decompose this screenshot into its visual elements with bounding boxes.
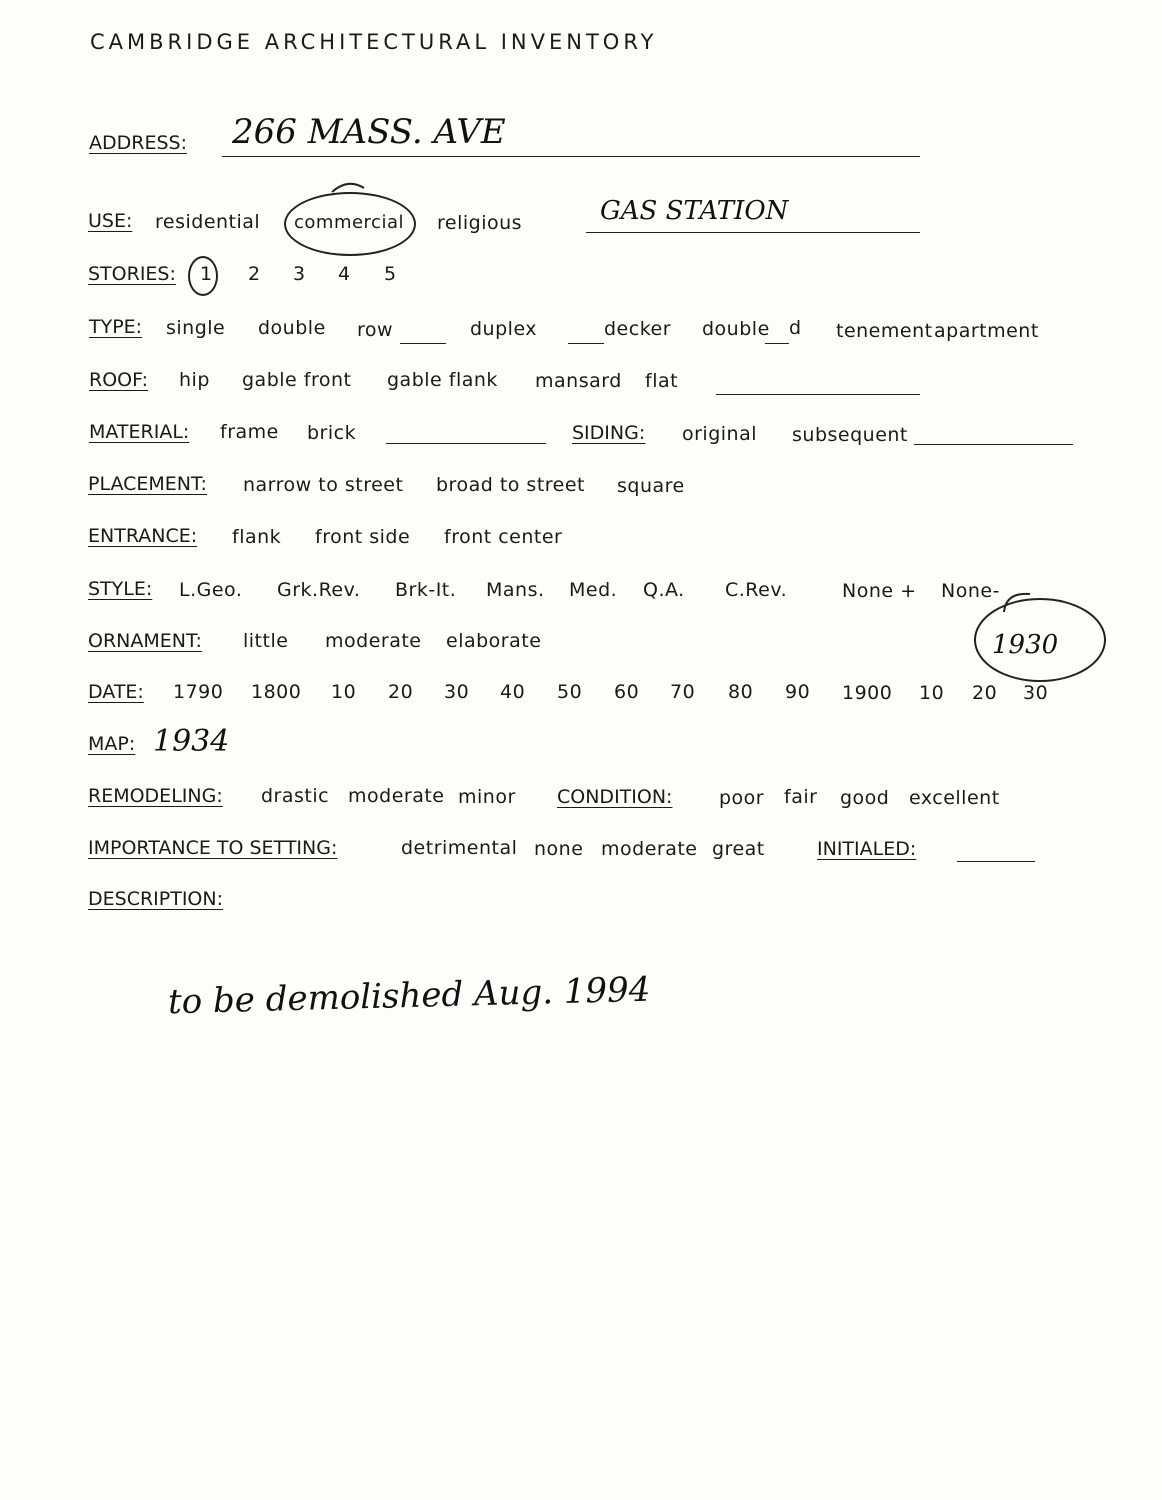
use-selected-circle bbox=[284, 192, 416, 256]
stories-label: STORIES: bbox=[88, 263, 176, 285]
use-option-religious[interactable]: religious bbox=[437, 212, 523, 234]
date-option-10[interactable]: 10 bbox=[331, 681, 357, 703]
style-option-grkrev[interactable]: Grk.Rev. bbox=[277, 579, 361, 601]
date-label: DATE: bbox=[88, 681, 144, 703]
condition-label: CONDITION: bbox=[557, 786, 673, 808]
ornament-option-little[interactable]: little bbox=[243, 630, 289, 652]
stories-option-1[interactable]: 1 bbox=[200, 263, 213, 285]
style-option-qa[interactable]: Q.A. bbox=[643, 579, 685, 601]
type-label: TYPE: bbox=[89, 316, 143, 338]
siding-option-original[interactable]: original bbox=[682, 423, 758, 445]
ornament-option-elaborate[interactable]: elaborate bbox=[446, 630, 542, 652]
remodeling-option-moderate[interactable]: moderate bbox=[348, 785, 445, 807]
entrance-option-flank[interactable]: flank bbox=[232, 526, 282, 548]
ornament-option-moderate[interactable]: moderate bbox=[325, 630, 422, 652]
type-decker-blank bbox=[568, 343, 604, 344]
type-option-single[interactable]: single bbox=[166, 317, 226, 339]
initialed-line bbox=[957, 861, 1035, 862]
importance-option-detrimental[interactable]: detrimental bbox=[401, 837, 518, 859]
type-option-apartment[interactable]: apartment bbox=[934, 320, 1039, 342]
material-option-brick[interactable]: brick bbox=[307, 422, 357, 444]
type-option-d[interactable]: d bbox=[789, 317, 802, 339]
date-option-90[interactable]: 90 bbox=[785, 681, 811, 703]
material-option-frame[interactable]: frame bbox=[220, 421, 279, 443]
date-option-1930[interactable]: 30 bbox=[1023, 682, 1049, 704]
stories-option-3[interactable]: 3 bbox=[293, 263, 306, 285]
date-option-1910[interactable]: 10 bbox=[919, 682, 945, 704]
use-other-line bbox=[586, 232, 920, 233]
use-option-commercial[interactable]: commercial bbox=[294, 212, 404, 233]
entrance-option-front-center[interactable]: front center bbox=[444, 526, 563, 548]
placement-option-broad[interactable]: broad to street bbox=[436, 474, 586, 496]
type-option-double[interactable]: double bbox=[258, 317, 326, 339]
date-option-1900[interactable]: 1900 bbox=[842, 682, 893, 704]
condition-option-good[interactable]: good bbox=[840, 787, 890, 809]
condition-option-poor[interactable]: poor bbox=[719, 787, 765, 809]
roof-option-gable-front[interactable]: gable front bbox=[242, 369, 352, 391]
address-label: ADDRESS: bbox=[89, 132, 187, 154]
style-label: STYLE: bbox=[88, 578, 153, 600]
importance-option-great[interactable]: great bbox=[712, 838, 765, 860]
remodeling-option-drastic[interactable]: drastic bbox=[261, 785, 330, 807]
type-option-tenement[interactable]: tenement bbox=[836, 320, 933, 342]
entrance-option-front-side[interactable]: front side bbox=[315, 526, 411, 548]
style-option-lgeo[interactable]: L.Geo. bbox=[179, 579, 243, 601]
type-option-row[interactable]: row bbox=[357, 319, 394, 341]
remodeling-option-minor[interactable]: minor bbox=[458, 786, 516, 808]
siding-other-line bbox=[914, 444, 1073, 445]
ornament-label: ORNAMENT: bbox=[88, 630, 202, 652]
date-option-1920[interactable]: 20 bbox=[972, 682, 998, 704]
date-option-70[interactable]: 70 bbox=[670, 681, 696, 703]
circle-tail-icon bbox=[330, 178, 370, 198]
map-value[interactable]: 1934 bbox=[153, 724, 230, 759]
address-line bbox=[222, 156, 920, 157]
address-value[interactable]: 266 MASS. AVE bbox=[232, 112, 506, 152]
type-double-d-blank bbox=[765, 343, 789, 344]
importance-label: IMPORTANCE TO SETTING: bbox=[88, 837, 338, 859]
date-option-80[interactable]: 80 bbox=[728, 681, 754, 703]
date-option-50[interactable]: 50 bbox=[557, 681, 583, 703]
initialed-label: INITIALED: bbox=[817, 838, 917, 860]
importance-option-none[interactable]: none bbox=[534, 838, 584, 860]
stories-option-2[interactable]: 2 bbox=[248, 263, 261, 285]
map-label: MAP: bbox=[88, 733, 136, 755]
entrance-label: ENTRANCE: bbox=[88, 525, 198, 547]
use-other-value[interactable]: GAS STATION bbox=[600, 196, 789, 226]
roof-option-mansard[interactable]: mansard bbox=[535, 370, 622, 392]
style-option-mans[interactable]: Mans. bbox=[486, 579, 545, 601]
roof-label: ROOF: bbox=[89, 369, 148, 391]
type-option-decker[interactable]: decker bbox=[604, 318, 672, 340]
material-label: MATERIAL: bbox=[89, 421, 190, 443]
date-option-40[interactable]: 40 bbox=[500, 681, 526, 703]
form-title: CAMBRIDGE ARCHITECTURAL INVENTORY bbox=[90, 30, 658, 54]
style-option-brkit[interactable]: Brk-It. bbox=[395, 579, 457, 601]
date-option-1790[interactable]: 1790 bbox=[173, 681, 224, 703]
condition-option-excellent[interactable]: excellent bbox=[909, 787, 1000, 809]
stories-option-4[interactable]: 4 bbox=[338, 263, 351, 285]
type-option-duplex[interactable]: duplex bbox=[470, 318, 538, 340]
type-row-blank bbox=[400, 343, 446, 344]
placement-option-square[interactable]: square bbox=[617, 475, 685, 497]
type-option-double-d[interactable]: double bbox=[702, 318, 770, 340]
use-label: USE: bbox=[88, 210, 133, 232]
description-value[interactable]: to be demolished Aug. 1994 bbox=[167, 969, 651, 1023]
date-circle-tail-icon bbox=[1000, 586, 1050, 616]
importance-option-moderate[interactable]: moderate bbox=[601, 838, 698, 860]
roof-option-hip[interactable]: hip bbox=[179, 369, 210, 391]
style-option-none-plus[interactable]: None + bbox=[842, 580, 917, 602]
siding-label: SIDING: bbox=[572, 422, 646, 444]
roof-option-gable-flank[interactable]: gable flank bbox=[387, 369, 498, 391]
roof-other-line bbox=[716, 394, 920, 395]
date-option-30[interactable]: 30 bbox=[444, 681, 470, 703]
use-option-residential[interactable]: residential bbox=[155, 211, 261, 233]
date-option-1800[interactable]: 1800 bbox=[251, 681, 302, 703]
roof-option-flat[interactable]: flat bbox=[645, 370, 679, 392]
stories-option-5[interactable]: 5 bbox=[384, 263, 397, 285]
material-other-line bbox=[386, 443, 546, 444]
style-option-crev[interactable]: C.Rev. bbox=[725, 579, 788, 601]
date-handwritten-value[interactable]: 1930 bbox=[992, 630, 1059, 660]
description-label: DESCRIPTION: bbox=[88, 888, 224, 910]
condition-option-fair[interactable]: fair bbox=[784, 786, 818, 808]
style-option-med[interactable]: Med. bbox=[569, 579, 618, 601]
placement-option-narrow[interactable]: narrow to street bbox=[243, 474, 404, 496]
date-option-20[interactable]: 20 bbox=[388, 681, 414, 703]
siding-option-subsequent[interactable]: subsequent bbox=[792, 424, 908, 446]
stories-selected-circle bbox=[188, 256, 218, 296]
style-option-none-minus[interactable]: None- bbox=[941, 580, 1000, 602]
remodeling-label: REMODELING: bbox=[88, 785, 223, 807]
placement-label: PLACEMENT: bbox=[88, 473, 207, 495]
date-option-60[interactable]: 60 bbox=[614, 681, 640, 703]
